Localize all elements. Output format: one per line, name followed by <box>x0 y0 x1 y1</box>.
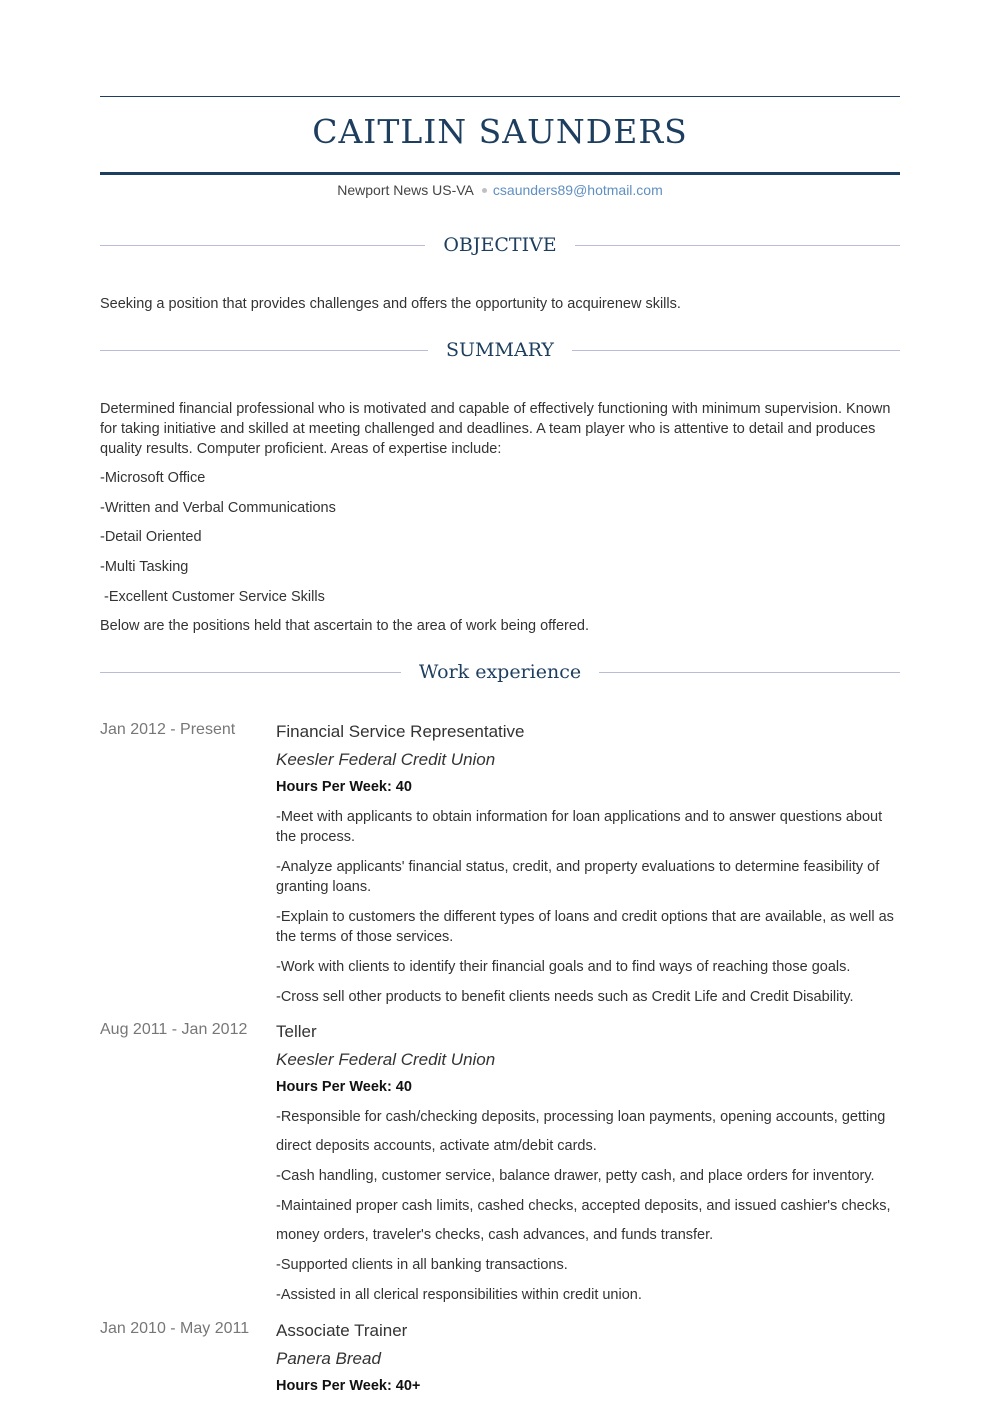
job-dates: Jan 2012 - Present <box>100 721 236 738</box>
job-dates: Aug 2011 - Jan 2012 <box>100 1021 248 1038</box>
summary-skill-item: -Written and Verbal Communications <box>100 500 336 516</box>
job-company: Keesler Federal Credit Union <box>276 750 496 769</box>
summary-skill-item: -Excellent Customer Service Skills <box>100 589 325 605</box>
contact-line <box>100 182 900 198</box>
heading-rule-right <box>575 245 900 246</box>
section-title: SUMMARY <box>446 339 554 361</box>
job-hours: Hours Per Week: 40 <box>276 1079 412 1095</box>
job-details <box>276 721 900 1007</box>
job-bullet: -Analyze applicants' financial status, credit, and property evaluations to determine feasibility of granting loans. <box>276 859 880 895</box>
job-dates: Jan 2010 - May 2011 <box>100 1320 250 1337</box>
summary-skill-item: -Multi Tasking <box>100 559 189 575</box>
top-divider <box>100 96 900 97</box>
experience-heading <box>100 657 900 687</box>
section-title: Work experience <box>418 661 582 683</box>
summary-intro: Determined financial professional who is motivated and capable of effectively functioning with minimum supervision. Known for taking initiative and skilled at meeting challenged and deadlines. A team player who is attentive to detail and produces quality results. Computer proficient. Areas of expertise include: <box>100 401 891 457</box>
job-bullet: -Explain to customers the different types of loans and credit options that are available, as well as the terms of those services. <box>276 909 894 945</box>
candidate-name: CAITLIN SAUNDERS <box>312 112 688 151</box>
job-details <box>276 1021 900 1310</box>
job-company: Keesler Federal Credit Union <box>276 1050 496 1069</box>
section-title: OBJECTIVE <box>443 234 557 256</box>
job-title: Financial Service Representative <box>276 722 525 741</box>
job-bullet: -Maintained proper cash limits, cashed checks, accepted deposits, and issued cashier's checks, money orders, traveler's checks, cash advances, and funds transfer. <box>276 1198 891 1243</box>
email-link[interactable]: csaunders89@hotmail.com <box>492 182 663 198</box>
summary-skill-item: -Detail Oriented <box>100 529 202 545</box>
location: Newport News US-VA <box>337 182 474 198</box>
job-bullet: -Cash handling, customer service, balance drawer, petty cash, and place orders for inventory. <box>276 1168 875 1184</box>
job-bullet: -Cross sell other products to benefit clients needs such as Credit Life and Credit Disability. <box>276 989 854 1005</box>
heading-rule-left <box>100 350 428 351</box>
job-bullet: -Supported clients in all banking transactions. <box>276 1257 568 1273</box>
heading-rule-right <box>599 672 900 673</box>
separator-dot-icon <box>482 188 487 193</box>
job-bullet: -Meet with applicants to obtain information for loan applications and to answer questions about the process. <box>276 809 883 845</box>
job-company: Panera Bread <box>276 1349 381 1368</box>
job-hours: Hours Per Week: 40 <box>276 779 412 795</box>
job-hours: Hours Per Week: 40+ <box>276 1378 421 1394</box>
name-divider <box>100 172 900 175</box>
job-details <box>276 1320 900 1396</box>
heading-rule-left <box>100 245 425 246</box>
job-title: Teller <box>276 1022 317 1041</box>
heading-rule-right <box>572 350 900 351</box>
summary-skill-item: -Microsoft Office <box>100 470 206 486</box>
job-title: Associate Trainer <box>276 1321 408 1340</box>
job-bullet: -Assisted in all clerical responsibilities within credit union. <box>276 1287 642 1303</box>
objective-text: Seeking a position that provides challenges and offers the opportunity to acquirenew skills. <box>100 296 681 312</box>
heading-rule-left <box>100 672 401 673</box>
summary-heading <box>100 335 900 365</box>
job-bullet: -Responsible for cash/checking deposits, processing loan payments, opening accounts, getting direct deposits accounts, activate atm/debit cards. <box>276 1109 886 1154</box>
summary-closing: Below are the positions held that ascertain to the area of work being offered. <box>100 618 590 634</box>
job-bullet: -Work with clients to identify their financial goals and to find ways of reaching those goals. <box>276 959 851 975</box>
objective-heading <box>100 230 900 260</box>
